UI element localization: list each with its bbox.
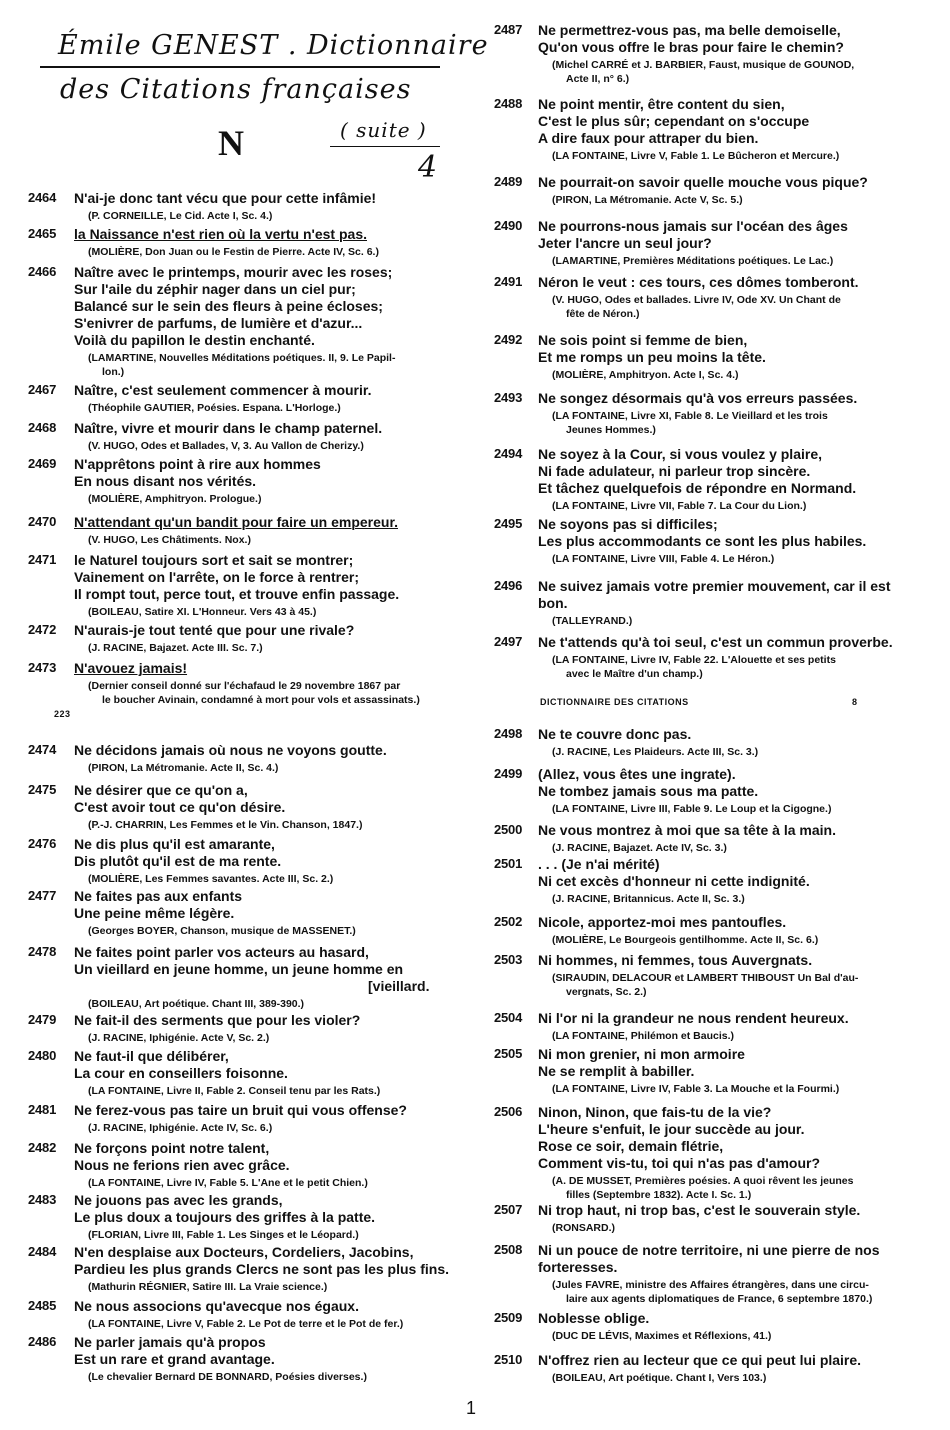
quotation-line: Ne sois point si femme de bien,: [538, 332, 748, 348]
quotation-line: Ne pourrons-nous jamais sur l'océan des âges: [538, 218, 848, 234]
quotation-source: (J. RACINE, Bajazet. Acte III. Sc. 7.): [88, 642, 263, 654]
entry-number: 2473: [28, 660, 57, 675]
quotation-line: Ni cet excès d'honneur ni cette indignité.: [538, 873, 810, 889]
quotation-source: (DUC DE LÉVIS, Maximes et Réflexions, 41.): [552, 1330, 772, 1342]
quotation-line: bon.: [538, 595, 568, 611]
entry-number: 2495: [494, 516, 523, 531]
quotation-line: Ne nous associons qu'avecque nos égaux.: [74, 1298, 359, 1314]
quotation-line: C'est le plus sûr; cependant on s'occupe: [538, 113, 810, 129]
entry-number: 2464: [28, 190, 57, 205]
quotation-source: (MOLIÈRE, Don Juan ou le Festin de Pierre. Acte IV, Sc. 6.): [88, 246, 379, 258]
quotation-source: (TALLEYRAND.): [552, 615, 633, 627]
quotation-source: (LA FONTAINE, Livre V, Fable 2. Le Pot de terre et le Pot de fer.): [88, 1318, 404, 1330]
quotation-line: Ni hommes, ni femmes, tous Auvergnats.: [538, 952, 813, 968]
quotation-source: (Le chevalier Bernard DE BONNARD, Poésies diverses.): [88, 1371, 367, 1383]
entry-number: 2476: [28, 836, 57, 851]
quotation-line: Néron le veut : ces tours, ces dômes tomberont.: [538, 274, 859, 290]
quotation-source: (V. HUGO, Les Châtiments. Nox.): [88, 534, 251, 546]
quotation-source: (Théophile GAUTIER, Poésies. Espana. L'Horloge.): [88, 402, 341, 414]
quotation-source-continued: le boucher Avinain, condamné à mort pour vols et assassinats.): [102, 694, 420, 706]
quotation-source: (V. HUGO, Odes et ballades. Livre IV, Ode XV. Un Chant de: [552, 294, 841, 306]
quotation-line: Est un rare et grand avantage.: [74, 1351, 275, 1367]
entry-number: 2475: [28, 782, 57, 797]
entry-number: 2490: [494, 218, 523, 233]
quotation-source: (A. DE MUSSET, Premières poésies. A quoi rêvent les jeunes: [552, 1175, 854, 1187]
quotation-line: N'avouez jamais!: [74, 660, 188, 676]
entry-number: 2504: [494, 1010, 523, 1025]
entry-number: 2492: [494, 332, 523, 347]
quotation-line: Naître, vivre et mourir dans le champ paternel.: [74, 420, 383, 436]
entry-number: 2477: [28, 888, 57, 903]
entry-number: 2465: [28, 226, 57, 241]
quotation-line: la Naissance n'est rien où la vertu n'est pas.: [74, 226, 367, 242]
entry-number: 2486: [28, 1334, 57, 1349]
quotation-source: (Dernier conseil donné sur l'échafaud le 29 novembre 1867 par: [88, 680, 401, 692]
quotation-line: Une peine même légère.: [74, 905, 235, 921]
quotation-source: (MOLIÈRE, Amphitryon. Prologue.): [88, 493, 262, 505]
entry-number: 2494: [494, 446, 523, 461]
quotation-line: Comment vis-tu, toi qui n'as pas d'amour?: [538, 1155, 821, 1171]
quotation-line: Le plus doux a toujours des griffes à la patte.: [74, 1209, 376, 1225]
quotation-line: Ne ferez-vous pas taire un bruit qui vous offense?: [74, 1102, 407, 1118]
quotation-line: Ne permettrez-vous pas, ma belle demoiselle,: [538, 22, 841, 38]
quotation-line: Naître, c'est seulement commencer à mourir.: [74, 382, 372, 398]
quotation-source-continued: avec le Maître d'un champ.): [566, 668, 703, 680]
quotation-source: (Michel CARRÉ et J. BARBIER, Faust, musique de GOUNOD,: [552, 59, 855, 71]
quotation-line: Ne faut-il que délibérer,: [74, 1048, 229, 1064]
entry-number: 2489: [494, 174, 523, 189]
quotation-source: (PIRON, La Métromanie. Acte II, Sc. 4.): [88, 762, 279, 774]
left-page-footer-number: 223: [54, 709, 71, 719]
quotation-source: (BOILEAU, Satire XI. L'Honneur. Vers 43 à 45.): [88, 606, 317, 618]
quotation-source: (LA FONTAINE, Livre XI, Fable 8. Le Vieillard et les trois: [552, 410, 828, 422]
quotation-line: N'en desplaise aux Docteurs, Cordeliers, Jacobins,: [74, 1244, 414, 1260]
quotation-line: A dire faux pour attraper du bien.: [538, 130, 759, 146]
quotation-source-continued: laire aux agents diplomatiques de France, 6 septembre 1870.): [566, 1293, 873, 1305]
entry-number: 2505: [494, 1046, 523, 1061]
quotation-source: (V. HUGO, Odes et Ballades, V, 3. Au Vallon de Cherizy.): [88, 440, 364, 452]
quotation-source: (SIRAUDIN, DELACOUR et LAMBERT THIBOUST Un Bal d'au-: [552, 972, 859, 984]
quotation-line: Noblesse oblige.: [538, 1310, 650, 1326]
quotation-source: (BOILEAU, Art poétique. Chant I, Vers 103.): [552, 1372, 767, 1384]
quotation-source: (PIRON, La Métromanie. Acte V, Sc. 5.): [552, 194, 743, 206]
quotation-line: Ne décidons jamais où nous ne voyons goutte.: [74, 742, 387, 758]
quotation-source: (MOLIÈRE, Les Femmes savantes. Acte III, Sc. 2.): [88, 873, 334, 885]
quotation-source: (LA FONTAINE, Livre VIII, Fable 4. Le Héron.): [552, 553, 775, 565]
quotation-source: (LA FONTAINE, Philémon et Baucis.): [552, 1030, 735, 1042]
quotation-line: Vainement on l'arrête, on le force à rentrer;: [74, 569, 359, 585]
quotation-line: Ne point mentir, être content du sien,: [538, 96, 785, 112]
entry-number: 2501: [494, 856, 523, 871]
quotation-line: Ne faites pas aux enfants: [74, 888, 243, 904]
quotation-source: (J. RACINE, Iphigénie. Acte IV, Sc. 6.): [88, 1122, 273, 1134]
quotation-line: Ne se remplit à babiller.: [538, 1063, 695, 1079]
handwritten-title-line-1: Émile GENEST . Dictionnaire: [58, 30, 489, 61]
entry-number: 2471: [28, 552, 57, 567]
entry-number: 2496: [494, 578, 523, 593]
entry-number: 2510: [494, 1352, 523, 1367]
quotation-line: Nicole, apportez-moi mes pantoufles.: [538, 914, 787, 930]
entry-number: 2467: [28, 382, 57, 397]
entry-number: 2481: [28, 1102, 57, 1117]
entry-number: 2487: [494, 22, 523, 37]
right-footer-number: 8: [852, 697, 858, 707]
entry-number: 2503: [494, 952, 523, 967]
quotation-line: Ne faites point parler vos acteurs au hasard,: [74, 944, 369, 960]
entry-number: 2469: [28, 456, 57, 471]
entry-number: 2488: [494, 96, 523, 111]
quotation-line: N'ai-je donc tant vécu que pour cette infâmie!: [74, 190, 377, 206]
entry-number: 2472: [28, 622, 57, 637]
quotation-line: Ne vous montrez à moi que sa tête à la main.: [538, 822, 836, 838]
quotation-source-continued: Acte II, n° 6.): [566, 73, 630, 85]
quotation-line: Ne jouons pas avec les grands,: [74, 1192, 283, 1208]
quotation-line: Rose ce soir, demain flétrie,: [538, 1138, 724, 1154]
entry-number: 2502: [494, 914, 523, 929]
quotation-line: Ne désirer que ce qu'on a,: [74, 782, 248, 798]
quotation-line: S'enivrer de parfums, de lumière et d'azur...: [74, 315, 363, 331]
quotation-source: (RONSARD.): [552, 1222, 615, 1234]
quotation-source: (LAMARTINE, Nouvelles Méditations poétiques. II, 9. Le Papil-: [88, 352, 396, 364]
quotation-line: Pardieu les plus grands Clercs ne sont pas les plus fins.: [74, 1261, 450, 1277]
quotation-source: (LA FONTAINE, Livre II, Fable 2. Conseil tenu par les Rats.): [88, 1085, 381, 1097]
entry-number: 2507: [494, 1202, 523, 1217]
quotation-source: (MOLIÈRE, Amphitryon. Acte I, Sc. 4.): [552, 369, 739, 381]
quotation-source-continued: vergnats, Sc. 2.): [566, 986, 647, 998]
quotation-line: L'heure s'enfuit, le jour succède au jour.: [538, 1121, 805, 1137]
quotation-source: (J. RACINE, Bajazet. Acte IV, Sc. 3.): [552, 842, 727, 854]
entry-number: 2500: [494, 822, 523, 837]
quotation-source: (Georges BOYER, Chanson, musique de MASSENET.): [88, 925, 356, 937]
quotation-line: Ne t'attends qu'à toi seul, c'est un commun proverbe.: [538, 634, 893, 650]
quotation-line: . . . (Je n'ai mérité): [538, 856, 660, 872]
quotation-line: Ni trop haut, ni trop bas, c'est le souverain style.: [538, 1202, 861, 1218]
title-underline: [40, 66, 440, 68]
quotation-line: Un vieillard en jeune homme, un jeune homme en: [74, 961, 404, 977]
quotation-line: C'est avoir tout ce qu'on désire.: [74, 799, 286, 815]
quotation-source-continued: Jeunes Hommes.): [566, 424, 656, 436]
page-number: 1: [466, 1398, 477, 1418]
quotation-source: (Mathurin RÉGNIER, Satire III. La Vraie science.): [88, 1281, 328, 1293]
quotation-line: Ne songez désormais qu'à vos erreurs passées.: [538, 390, 858, 406]
entry-number: 2484: [28, 1244, 57, 1259]
quotation-source: (MOLIÈRE, Le Bourgeois gentilhomme. Acte II, Sc. 6.): [552, 934, 819, 946]
quotation-source-continued: filles (Septembre 1832). Acte I. Sc. 1.): [566, 1189, 752, 1201]
quotation-line: Sur l'aile du zéphir nager dans un ciel pur;: [74, 281, 356, 297]
quotation-line: Et tâchez quelquefois de répondre en Normand.: [538, 480, 857, 496]
quotation-line: Ne dis plus qu'il est amarante,: [74, 836, 275, 852]
quotation-source: (J. RACINE, Les Plaideurs. Acte III, Sc. 3.): [552, 746, 759, 758]
quotation-source: (J. RACINE, Britannicus. Acte II, Sc. 3.): [552, 893, 745, 905]
quotation-line: Balancé sur le sein des fleurs à peine écloses;: [74, 298, 383, 314]
quotation-line: En nous disant nos vérités.: [74, 473, 257, 489]
quotation-line: Ni un pouce de notre territoire, ni une pierre de nos: [538, 1242, 880, 1258]
entry-number: 2485: [28, 1298, 57, 1313]
quotation-line: Ne pourrait-on savoir quelle mouche vous pique?: [538, 174, 868, 190]
quotation-line: Dis plutôt qu'il est de ma rente.: [74, 853, 282, 869]
quotation-source: (LAMARTINE, Premières Méditations poétiques. Le Lac.): [552, 255, 834, 267]
quotation-line: Ne fait-il des serments que pour les violer?: [74, 1012, 361, 1028]
quotation-source: (J. RACINE, Iphigénie. Acte V, Sc. 2.): [88, 1032, 270, 1044]
entry-number: 2491: [494, 274, 523, 289]
section-letter: N: [218, 123, 244, 163]
handwritten-volume-mark: 4: [418, 150, 438, 185]
entry-number: 2508: [494, 1242, 523, 1257]
quotation-line: Ne forçons point notre talent,: [74, 1140, 270, 1156]
entry-number: 2498: [494, 726, 523, 741]
quotation-line: Et me romps un peu moins la tête.: [538, 349, 766, 365]
entry-number: 2497: [494, 634, 523, 649]
quotation-line: Qu'on vous offre le bras pour faire le chemin?: [538, 39, 844, 55]
quotation-line: forteresses.: [538, 1259, 618, 1275]
quotation-line: Ni l'or ni la grandeur ne nous rendent heureux.: [538, 1010, 849, 1026]
quotation-line: Il rompt tout, perce tout, et trouve enfin passage.: [74, 586, 400, 602]
quotation-source: (LA FONTAINE, Livre VII, Fable 7. La Cour du Lion.): [552, 500, 807, 512]
entry-number: 2470: [28, 514, 57, 529]
quotation-line: Naître avec le printemps, mourir avec les roses;: [74, 264, 393, 280]
entry-number: 2468: [28, 420, 57, 435]
quotation-source: (Jules FAVRE, ministre des Affaires étrangères, dans une circu-: [552, 1279, 869, 1291]
quotation-line: Ne te couvre donc pas.: [538, 726, 692, 742]
quotation-line: N'offrez rien au lecteur que ce qui peut lui plaire.: [538, 1352, 862, 1368]
quotation-line: Nous ne ferions rien avec grâce.: [74, 1157, 290, 1173]
quotation-line: Jeter l'ancre un seul jour?: [538, 235, 712, 251]
quotation-line: Ne tombez jamais sous ma patte.: [538, 783, 759, 799]
entry-number: 2478: [28, 944, 57, 959]
quotation-line: [vieillard.: [368, 978, 430, 994]
quotation-line: Ni fade adulateur, ni parleur trop sincère.: [538, 463, 811, 479]
quotation-source: (P.-J. CHARRIN, Les Femmes et le Vin. Chanson, 1847.): [88, 819, 363, 831]
quotation-source-continued: fête de Néron.): [566, 308, 640, 320]
entry-number: 2506: [494, 1104, 523, 1119]
quotation-line: La cour en conseillers foisonne.: [74, 1065, 288, 1081]
entry-number: 2483: [28, 1192, 57, 1207]
quotation-source: (FLORIAN, Livre III, Fable 1. Les Singes et le Léopard.): [88, 1229, 359, 1241]
quotation-line: Ne soyons pas si difficiles;: [538, 516, 718, 532]
quotation-source: (LA FONTAINE, Livre IV, Fable 22. L'Alouette et ses petits: [552, 654, 836, 666]
quotation-line: N'apprêtons point à rire aux hommes: [74, 456, 321, 472]
quotation-source: (BOILEAU, Art poétique. Chant III, 389-390.): [88, 998, 305, 1010]
entry-number: 2499: [494, 766, 523, 781]
quotation-line: Ne suivez jamais votre premier mouvement, car il est: [538, 578, 891, 594]
quotation-line: N'attendant qu'un bandit pour faire un empereur.: [74, 514, 399, 530]
quotation-source: (LA FONTAINE, Livre IV, Fable 5. L'Ane et le petit Chien.): [88, 1177, 368, 1189]
entry-number: 2479: [28, 1012, 57, 1027]
handwritten-title-line-2: des Citations françaises: [60, 74, 412, 105]
quotation-line: Les plus accommodants ce sont les plus habiles.: [538, 533, 867, 549]
suite-underline: [330, 146, 440, 147]
quotation-source: (LA FONTAINE, Livre IV, Fable 3. La Mouche et la Fourmi.): [552, 1083, 840, 1095]
entry-number: 2474: [28, 742, 57, 757]
quotation-line: Ninon, Ninon, que fais-tu de la vie?: [538, 1104, 772, 1120]
quotation-line: Ne parler jamais qu'à propos: [74, 1334, 266, 1350]
quotation-line: le Naturel toujours sort et sait se montrer;: [74, 552, 354, 568]
entry-number: 2493: [494, 390, 523, 405]
entry-number: 2480: [28, 1048, 57, 1063]
entry-number: 2482: [28, 1140, 57, 1155]
right-footer-title: DICTIONNAIRE DES CITATIONS: [540, 697, 689, 707]
quotation-line: (Allez, vous êtes une ingrate).: [538, 766, 736, 782]
quotation-source: (LA FONTAINE, Livre III, Fable 9. Le Loup et la Cigogne.): [552, 803, 832, 815]
quotation-source: (P. CORNEILLE, Le Cid. Acte I, Sc. 4.): [88, 210, 273, 222]
quotation-line: N'aurais-je tout tenté que pour une rivale?: [74, 622, 355, 638]
entry-number: 2509: [494, 1310, 523, 1325]
quotation-line: Ni mon grenier, ni mon armoire: [538, 1046, 745, 1062]
quotation-line: Voilà du papillon le destin enchanté.: [74, 332, 315, 348]
quotation-source: (LA FONTAINE, Livre V, Fable 1. Le Bûcheron et Mercure.): [552, 150, 840, 162]
handwritten-suite: ( suite ): [340, 118, 427, 142]
quotation-line: Ne soyez à la Cour, si vous voulez y plaire,: [538, 446, 822, 462]
entry-number: 2466: [28, 264, 57, 279]
quotation-source-continued: lon.): [102, 366, 125, 378]
